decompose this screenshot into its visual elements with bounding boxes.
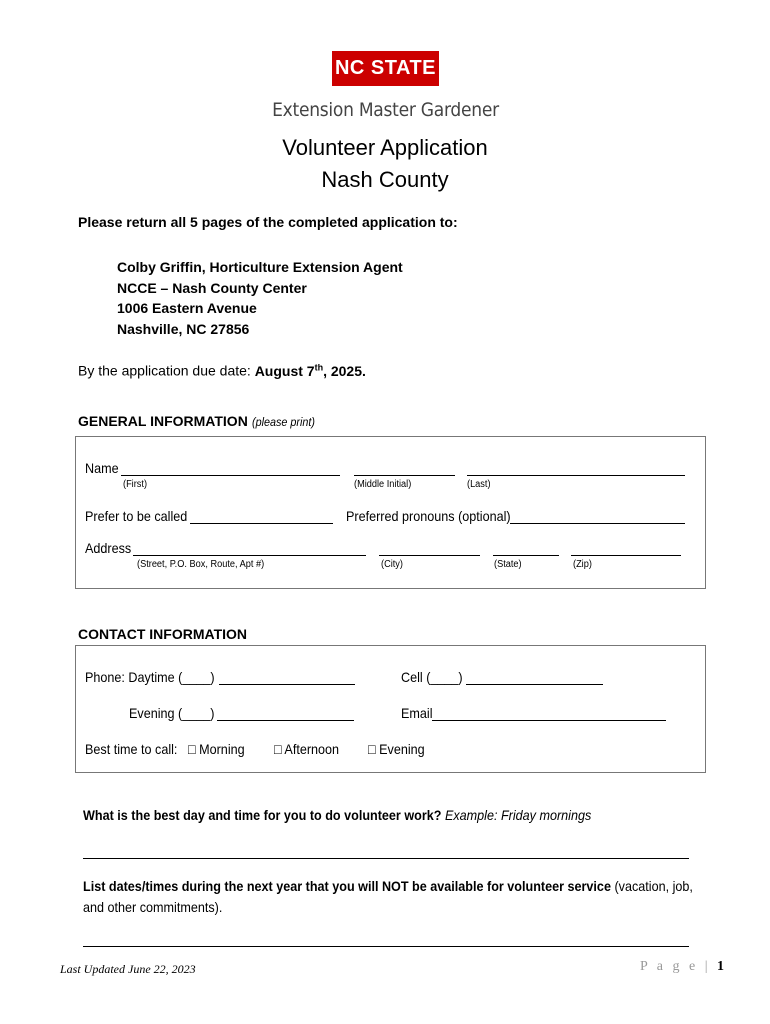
phone-daytime-label: Phone: Daytime (____) <box>85 669 215 685</box>
unavailable-answer-field[interactable] <box>83 946 689 947</box>
state-caption: (State) <box>494 559 522 570</box>
daytime-phone-field[interactable] <box>219 684 355 685</box>
pronouns-field[interactable] <box>510 523 685 524</box>
question-unavailable: List dates/times during the next year that you will NOT be available for volunteer service (vacation, job, <box>83 878 693 894</box>
prefer-label: Prefer to be called <box>85 508 188 524</box>
return-instructions: Please return all 5 pages of the completed application to: <box>78 214 458 230</box>
city-field[interactable] <box>379 555 480 556</box>
pronouns-label: Preferred pronouns (optional) <box>346 508 511 524</box>
evening-phone-field[interactable] <box>217 720 354 721</box>
afternoon-checkbox[interactable]: □ Afternoon <box>274 741 340 757</box>
city-caption: (City) <box>381 559 403 570</box>
page-subtitle-county: Nash County <box>321 167 449 192</box>
zip-caption: (Zip) <box>573 559 592 570</box>
question-unavailable-cont: and other commitments). <box>83 899 223 915</box>
middle-caption: (Middle Initial) <box>354 479 412 490</box>
evening-phone-label: Evening (____) <box>129 705 215 721</box>
last-updated: Last Updated June 22, 2023 <box>60 962 196 976</box>
street-field[interactable] <box>133 555 366 556</box>
contact-info-heading: CONTACT INFORMATION <box>78 626 248 642</box>
address-line-2: NCCE – Nash County Center <box>117 280 307 296</box>
due-date: By the application due date: August 7th, 2025. <box>78 362 366 379</box>
page-number: P a g e | 1 <box>640 959 724 974</box>
nc-state-logo: NC STATE <box>332 51 439 86</box>
last-name-field[interactable] <box>467 475 685 476</box>
best-time-label: Best time to call: <box>85 741 178 757</box>
middle-initial-field[interactable] <box>354 475 455 476</box>
street-caption: (Street, P.O. Box, Route, Apt #) <box>137 559 265 570</box>
name-label: Name <box>85 460 119 476</box>
first-name-field[interactable] <box>121 475 340 476</box>
general-info-heading: GENERAL INFORMATION (please print) <box>78 413 315 429</box>
program-name: Extension Master Gardener <box>272 99 499 121</box>
morning-checkbox[interactable]: □ Morning <box>188 741 245 757</box>
first-caption: (First) <box>123 479 148 490</box>
email-field[interactable] <box>432 720 666 721</box>
best-day-answer-field[interactable] <box>83 858 689 859</box>
address-line-3: 1006 Eastern Avenue <box>117 300 257 316</box>
cell-phone-field[interactable] <box>466 684 603 685</box>
address-label: Address <box>85 540 132 556</box>
cell-label: Cell (____) <box>401 669 463 685</box>
email-label: Email <box>401 705 433 721</box>
zip-field[interactable] <box>571 555 681 556</box>
address-line-1: Colby Griffin, Horticulture Extension Agent <box>117 259 403 275</box>
evening-checkbox[interactable]: □ Evening <box>368 741 425 757</box>
address-line-4: Nashville, NC 27856 <box>117 321 250 337</box>
page-title: Volunteer Application <box>282 135 488 160</box>
state-field[interactable] <box>493 555 559 556</box>
prefer-field[interactable] <box>190 523 333 524</box>
last-caption: (Last) <box>467 479 491 490</box>
question-best-day: What is the best day and time for you to do volunteer work? Example: Friday mornings <box>83 807 592 823</box>
